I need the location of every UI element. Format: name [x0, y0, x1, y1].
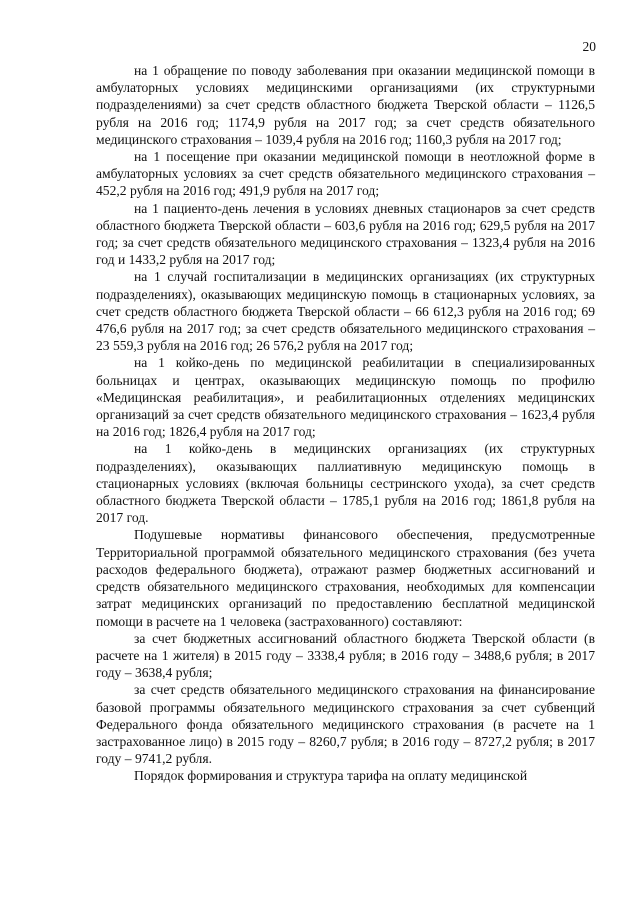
paragraph-tariff-procedure: Порядок формирования и структура тарифа на оплату медицинской — [134, 768, 528, 784]
paragraph-hospitalization: на 1 случай госпитализации в медицинских организациях (их структурных подразделениях), оказывающих медицинскую помощь в стационарных условиях, за счет средств областного бюджета Тверской области – 66 612,3 рубля на 2016 год; 69 476,6 рубля на 2017 год; за счет средств обязательного медицинского страхования – 23 559,3 рубля на 2016 год; 26 576,2 рубля на 2017 год; — [96, 269, 595, 354]
paragraph-urgent-visit: на 1 посещение при оказании медицинской помощи в неотложной форме в амбулаторных условиях за счет средств обязательного медицинского страхования – 452,2 рубля на 2016 год; 491,9 рубля на 2017 год; — [96, 149, 595, 199]
paragraph-palliative: на 1 койко-день в медицинских организациях (их структурных подразделениях), оказывающих паллиативную медицинскую помощь в стационарных условиях (включая больницы сестринского ухода), за счет средств областного бюджета Тверской области – 1785,1 рубля на 2016 год; 1861,8 рубля на 2017 год. — [96, 441, 595, 526]
page-number: 20 — [582, 39, 596, 54]
paragraph-visit-disease: на 1 обращение по поводу заболевания при оказании медицинской помощи в амбулаторных условиях медицинскими организациями (их структурными подразделениями) за счет средств областного бюджета Тверской области – 1126,5 рубля на 2016 год; 1174,9 рубля на 2017 год; за счет средств обязательного медицинского страхования – 1039,4 рубля на 2016 год; 1160,3 рубля на 2017 год; — [96, 63, 595, 147]
paragraph-insurance-per-insured: за счет средств обязательного медицинского страхования на финансирование базовой программы обязательного медицинского страхования за счет субвенций Федерального фонда обязательного медицинского страхования (в расчете на 1 застрахованное лицо) в 2015 году – 8260,7 рубля; в 2016 году – 8727,2 рубля; в 2017 году – 9741,2 рубля. — [96, 682, 595, 767]
paragraph-per-capita-norms: Подушевые нормативы финансового обеспечения, предусмотренные Территориальной программой обязательного медицинского страхования (без учета расходов федерального бюджета), отражают размер бюджетных ассигнований и средств обязательного медицинского страхования, необходимых для компенсации затрат медицинских организаций по предоставлению бесплатной медицинской помощи в расчете на 1 человека (застрахованного) составляют: — [96, 527, 595, 629]
paragraph-day-hospital: на 1 пациенто-день лечения в условиях дневных стационаров за счет средств областного бюджета Тверской области – 603,6 рубля на 2016 год; 629,5 рубля на 2017 год; за счет средств обязательного медицинского страхования – 1323,4 рубля на 2016 год и 1433,2 рубля на 2017 год; — [96, 200, 595, 268]
paragraph-rehabilitation: на 1 койко-день по медицинской реабилитации в специализированных больницах и центрах, оказывающих медицинскую помощь по профилю «Медицинская реабилитация», и реабилитационных отделениях медицинских организаций за счет средств обязательного медицинского страхования – 1623,4 рубля на 2016 год; 1826,4 рубля на 2017 год; — [96, 355, 595, 440]
document-body — [96, 62, 595, 785]
paragraph-budget-per-resident: за счет бюджетных ассигнований областного бюджета Тверской области (в расчете на 1 жителя) в 2015 году – 3338,4 рубля; в 2016 году – 3488,6 рубля; в 2017 году – 3638,4 рубля; — [96, 630, 595, 681]
